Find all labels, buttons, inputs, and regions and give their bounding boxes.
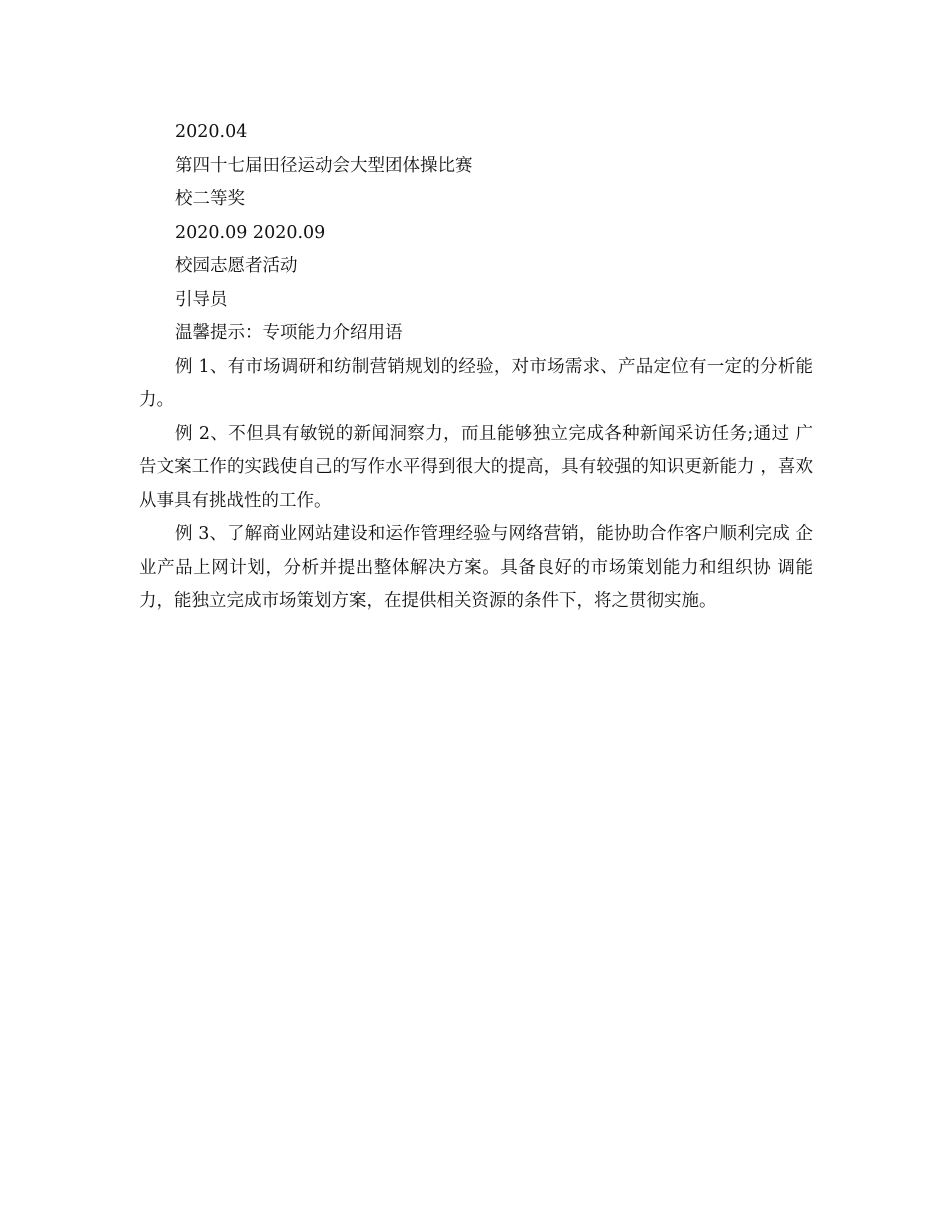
- document-body: [139, 116, 813, 619]
- activity-date: 2020.09 2020.09: [175, 222, 326, 243]
- activity-award: 校二等奖: [175, 189, 245, 209]
- activity-name: 校园志愿者活动: [175, 256, 298, 276]
- example-paragraph-1: 例 1、有市场调研和纺制营销规划的经验，对市场需求、产品定位有一定的分析能力。: [139, 356, 813, 410]
- activity-name: 第四十七届田径运动会大型团体操比赛: [175, 155, 473, 176]
- activity-date: 2020.04: [175, 122, 248, 142]
- example-paragraph-2: 例 2、不但具有敏锐的新闻洞察力，而且能够独立完成各种新闻采访任务;通过 广告文案工作的实践使自己的写作水平得到很大的提高，具有较强的知识更新能力 ，喜欢从事具有挑战性的工作。: [139, 423, 813, 511]
- example-paragraph-3: 例 3、了解商业网站建设和运作管理经验与网络营销，能协助合作客户顺利完成 企业产品上网计划，分析并提出整体解决方案。具备良好的市场策划能力和组织协 调能力，能独立完成市场策划方案，在提供相关资源的条件下，将之贯彻实施。: [139, 524, 813, 611]
- tip-heading: 温馨提示：专项能力介绍用语: [175, 323, 403, 343]
- activity-role: 引导员: [175, 289, 228, 310]
